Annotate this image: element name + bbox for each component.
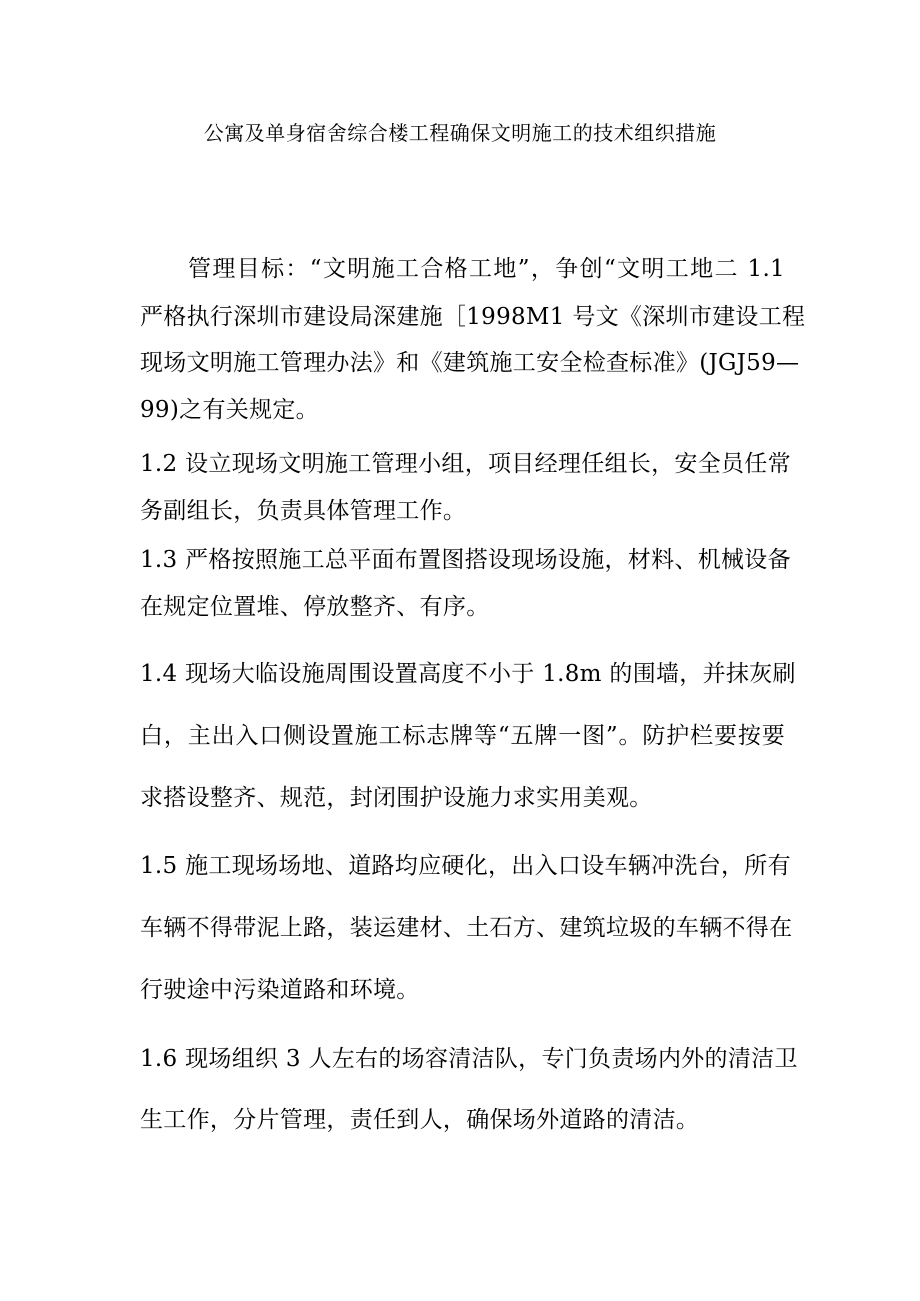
paragraph-line: 现场文明施工管理办法》和《建筑施工安全检查标准》(JGJ59—: [140, 350, 800, 376]
paragraph-line: 1.6 现场组织 3 人左右的场容清洁队，专门负责场内外的清洁卫: [140, 1046, 798, 1072]
paragraph-line: 车辆不得带泥上路，装运建材、土石方、建筑垃圾的车辆不得在: [140, 915, 793, 941]
paragraph-line: 行驶途中污染道路和环境。: [140, 977, 420, 1003]
paragraph-line: 99)之有关规定。: [140, 397, 319, 423]
paragraph-line: 生工作，分片管理，责任到人，确保场外道路的清洁。: [140, 1107, 700, 1133]
paragraph-line: 在规定位置堆、停放整齐、有序。: [140, 594, 490, 620]
paragraph-line: 严格执行深圳市建设局深建施［1998M1 号文《深圳市建设工程: [140, 304, 806, 330]
paragraph-line: 求搭设整齐、规范，封闭围护设施力求实用美观。: [140, 785, 653, 811]
paragraph-line: 1.5 施工现场场地、道路均应硬化，出入口设车辆冲洗台，所有: [140, 853, 791, 879]
paragraph-line: 1.3 严格按照施工总平面布置图搭设现场设施，材料、机械设备: [140, 547, 791, 573]
document-title: 公寓及单身宿舍综合楼工程确保文明施工的技术组织措施: [203, 121, 717, 145]
paragraph-line: 务副组长，负责具体管理工作。: [140, 498, 467, 524]
paragraph-line: 管理目标：“文明施工合格工地”，争创“文明工地二 1.1: [188, 256, 785, 282]
paragraph-line: 白，主出入口侧设置施工标志牌等“五牌一图”。防护栏要按要: [140, 723, 785, 749]
paragraph-line: 1.4 现场大临设施周围设置高度不小于 1.8m 的围墙，并抹灰刷: [140, 661, 796, 687]
paragraph-line: 1.2 设立现场文明施工管理小组，项目经理任组长，安全员任常: [140, 451, 791, 477]
